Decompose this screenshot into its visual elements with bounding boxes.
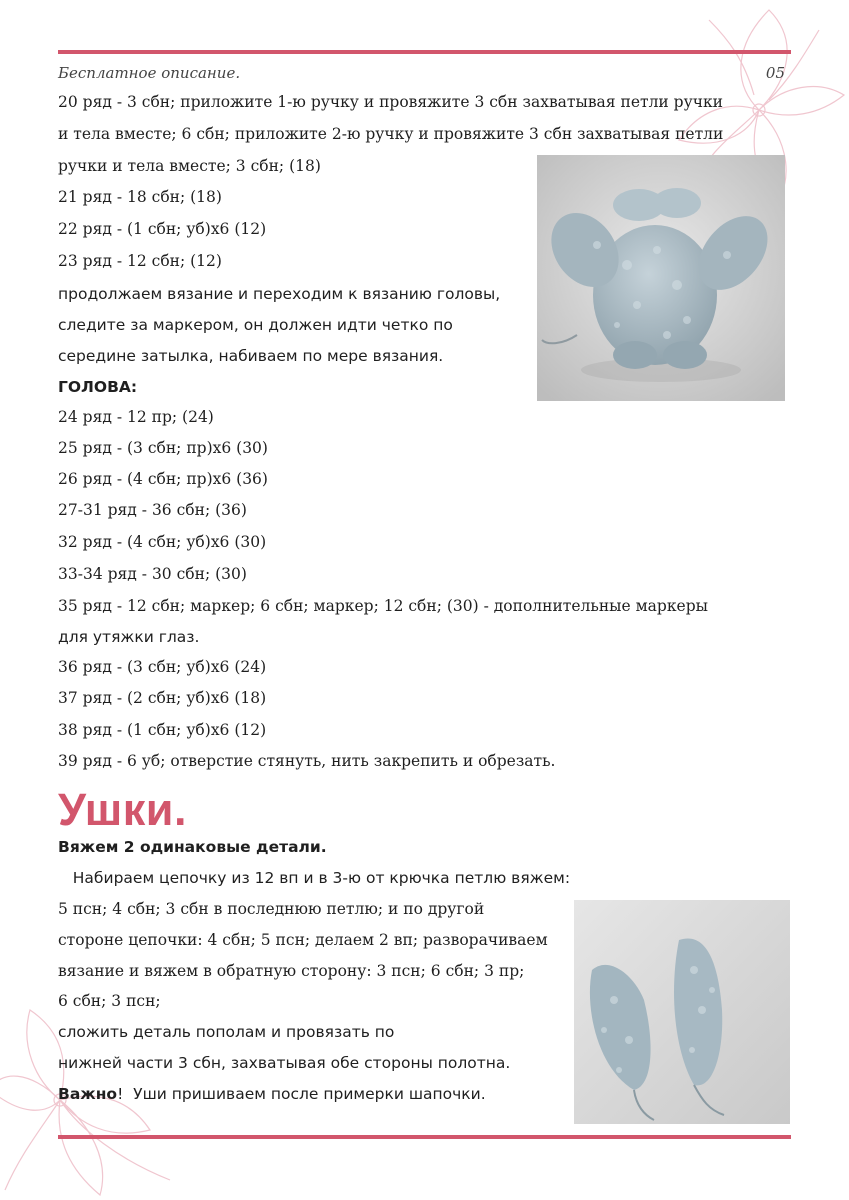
note-line bbox=[58, 1083, 486, 1105]
top-rule bbox=[58, 50, 791, 54]
text-line: вязание и вяжем в обратную сторону: 3 псн; 6 сбн; 3 пр; bbox=[58, 962, 525, 980]
text-line: сложить деталь пополам и провязать по bbox=[58, 1023, 395, 1041]
ears-subtitle: Вяжем 2 одинаковые детали. bbox=[58, 838, 327, 856]
text-line: 27-31 ряд - 36 сбн; (36) bbox=[58, 501, 247, 519]
text-line: 36 ряд - (3 сбн; уб)х6 (24) bbox=[58, 658, 267, 676]
text-line: 25 ряд - (3 сбн; пр)х6 (30) bbox=[58, 439, 268, 457]
head-heading: ГОЛОВА: bbox=[58, 378, 138, 396]
ears-title: Ушки. bbox=[58, 784, 187, 835]
text-line: 37 ряд - (2 сбн; уб)х6 (18) bbox=[58, 689, 267, 707]
text-line: ручки и тела вместе; 3 сбн; (18) bbox=[58, 157, 321, 175]
text-line: и тела вместе; 6 сбн; приложите 2-ю ручку и провяжите 3 сбн захватывая петли bbox=[58, 125, 724, 143]
bottom-rule bbox=[58, 1135, 791, 1139]
text-line: 38 ряд - (1 сбн; уб)х6 (12) bbox=[58, 721, 267, 739]
note-label: Важно bbox=[58, 1085, 118, 1103]
text-line: для утяжки глаз. bbox=[58, 628, 200, 646]
bunny-back-photo bbox=[537, 155, 785, 401]
text-line: 6 сбн; 3 псн; bbox=[58, 992, 161, 1010]
note-text: ! Уши пришиваем после примерки шапочки. bbox=[117, 1085, 486, 1103]
text-line: 26 ряд - (4 сбн; пр)х6 (36) bbox=[58, 470, 268, 488]
text-line: 23 ряд - 12 сбн; (12) bbox=[58, 252, 222, 270]
text-line: середине затылка, набиваем по мере вязания. bbox=[58, 347, 444, 365]
text-line: 20 ряд - 3 сбн; приложите 1-ю ручку и провяжите 3 сбн захватывая петли ручки bbox=[58, 93, 723, 111]
ears-photo bbox=[574, 900, 790, 1124]
text-line: продолжаем вязание и переходим к вязанию головы, bbox=[58, 285, 501, 303]
text-line: нижней части 3 сбн, захватывая обе стороны полотна. bbox=[58, 1054, 511, 1072]
page-number: 05 bbox=[765, 64, 785, 82]
text-line: 24 ряд - 12 пр; (24) bbox=[58, 408, 214, 426]
text-line: следите за маркером, он должен идти четко по bbox=[58, 316, 453, 334]
text-line: 35 ряд - 12 сбн; маркер; 6 сбн; маркер; 12 сбн; (30) - дополнительные маркеры bbox=[58, 597, 708, 615]
text-line: 21 ряд - 18 сбн; (18) bbox=[58, 188, 222, 206]
text-line: 39 ряд - 6 уб; отверстие стянуть, нить закрепить и обрезать. bbox=[58, 752, 556, 770]
text-line: стороне цепочки: 4 сбн; 5 псн; делаем 2 вп; разворачиваем bbox=[58, 931, 548, 949]
text-line: 5 псн; 4 сбн; 3 сбн в последнюю петлю; и по другой bbox=[58, 900, 485, 918]
text-line: 33-34 ряд - 30 сбн; (30) bbox=[58, 565, 247, 583]
header-title: Бесплатное описание. bbox=[58, 64, 241, 82]
text-line: Набираем цепочку из 12 вп и в 3-ю от крючка петлю вяжем: bbox=[58, 869, 571, 887]
text-line: 32 ряд - (4 сбн; уб)х6 (30) bbox=[58, 533, 267, 551]
text-line: 22 ряд - (1 сбн; уб)х6 (12) bbox=[58, 220, 267, 238]
